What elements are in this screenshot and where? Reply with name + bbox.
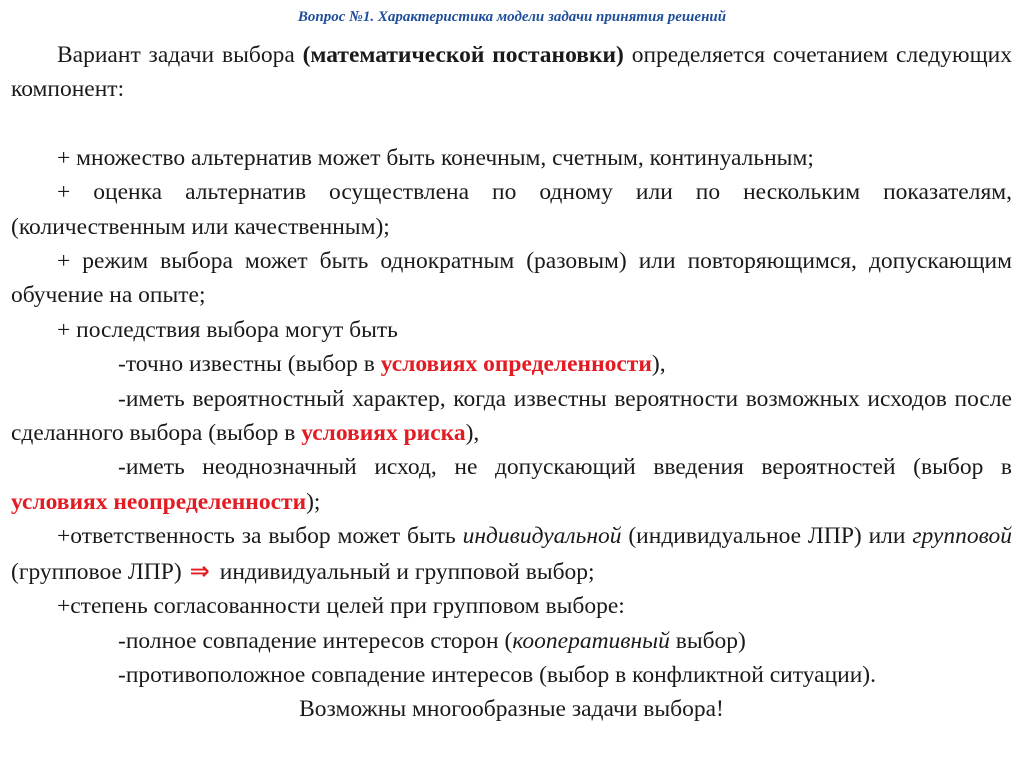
intro-text-c: определяется сочетанием следующих компонент: (11, 42, 1012, 103)
item-responsibility (11, 519, 1012, 589)
responsibility-group: групповой (912, 523, 1012, 550)
certainty-text: -точно известны (выбор в (118, 351, 381, 378)
coordination-full (11, 624, 1012, 658)
item-coordination: +степень согласованности целей при групповом выборе: (57, 593, 625, 620)
responsibility-text-b: (индивидуальное ЛПР) или (621, 523, 913, 550)
item-consequences: + последствия выбора могут быть (57, 316, 398, 343)
responsibility-text-c: (групповое ЛПР) (11, 558, 182, 585)
full-end: выбор) (669, 627, 746, 654)
slide-body (11, 38, 1012, 727)
certainty-end: ), (651, 351, 666, 378)
risk-end: ), (465, 420, 480, 447)
spacer (11, 107, 1012, 141)
conclusion: Возможны многообразные задачи выбора! (299, 696, 724, 723)
risk-highlight: условиях риска (301, 420, 466, 447)
intro-text-a: Вариант задачи выбора (57, 42, 303, 68)
responsibility-text-d: индивидуальный и групповой выбор; (219, 558, 595, 585)
implies-arrow-icon: ⇒ (189, 556, 210, 585)
certainty-highlight: условиях определенности (380, 351, 652, 378)
item-alternatives: + множество альтернатив может быть конечным, счетным, континуальным; (57, 144, 814, 171)
item-evaluation: + оценка альтернатив осуществлена по одному или по нескольким показателям, (количественным или качественным); (11, 179, 1012, 240)
item-mode: + режим выбора может быть однократным (разовым) или повторяющимся, допускающим обучение на опыте; (11, 248, 1012, 309)
intro-paragraph (11, 38, 1012, 107)
full-text: -полное совпадение интересов сторон ( (118, 627, 513, 654)
consequence-certainty (11, 347, 1012, 381)
uncertainty-text: -иметь неоднозначный исход, не допускающий введения вероятностей (выбор в (118, 454, 1012, 481)
responsibility-text-a: +ответственность за выбор может быть (57, 523, 463, 550)
consequence-risk (11, 382, 1012, 451)
responsibility-individual: индивидуальной (462, 523, 622, 550)
uncertainty-end: ); (306, 488, 321, 515)
uncertainty-highlight: условиях неопределенности (11, 488, 307, 515)
slide-title: Вопрос №1. Характеристика модели задачи принятия решений (297, 9, 727, 25)
risk-text: -иметь вероятностный характер, когда известны вероятности возможных исходов после сделанного выбора (выбор в (11, 385, 1012, 447)
full-cooperative: кооперативный (512, 627, 670, 654)
coordination-opposite: -противоположное совпадение интересов (выбор в конфликтной ситуации). (118, 661, 877, 688)
intro-bold: (математической постановки) (302, 42, 624, 68)
consequence-uncertainty (11, 450, 1012, 519)
